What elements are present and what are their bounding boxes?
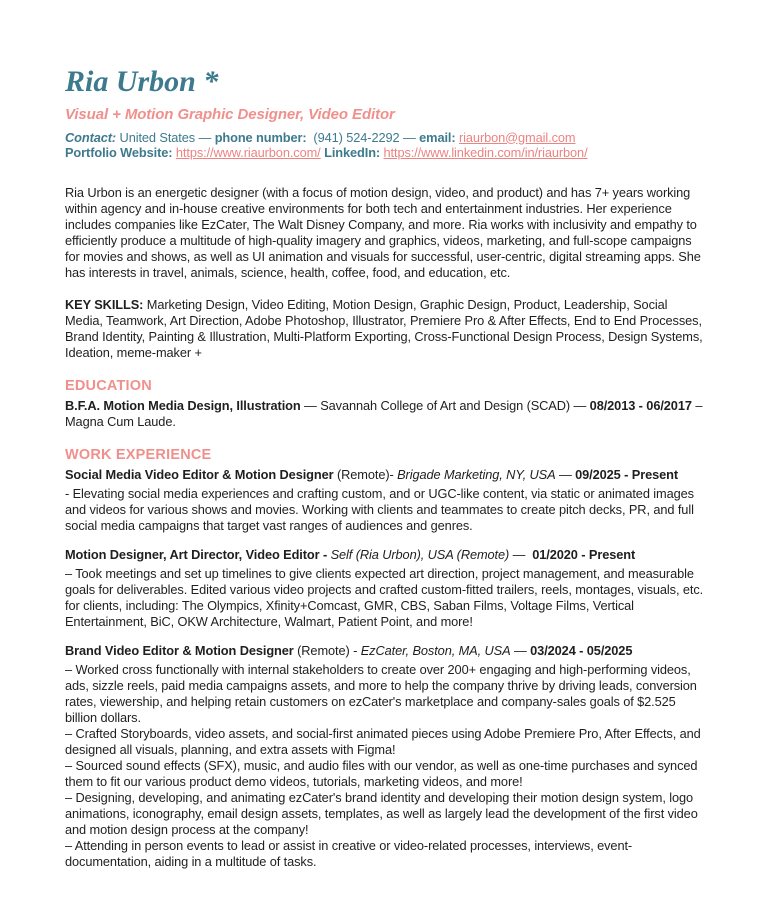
job-separator: — <box>555 466 576 482</box>
portfolio-link[interactable]: https://www.riaurbon.com/ <box>175 145 321 160</box>
key-skills-label: KEY SKILLS: <box>65 296 144 312</box>
job-bullet: – Sourced sound effects (SFX), music, and audio files with our vendor, as well as one-time purchases and synced them to fit our various product demo videos, tutorials, marketing videos, and more! <box>65 757 698 789</box>
job-company: Brigade Marketing, NY, USA <box>397 466 556 482</box>
job-title: Motion Designer, Art Director, Video Editor - <box>65 546 328 562</box>
job-bullet: - Elevating social media experiences and crafting custom, and or UGC-like content, via static or animated images and videos for various shows and movies. Working with clients and teammates to create pitch decks, PR, and full social media campaigns that target vast ranges of audiences and genres. <box>65 485 694 533</box>
links-line <box>65 145 706 161</box>
job-bullet: – Took meetings and set up timelines to give clients expected art direction, project management, and measurable goals for deliverables. Edited various video projects and crafted custom-fitted trailers, reels, montages, visuals, etc. for clients, including: The Olympics, Xfinity+Comcast, GMR, CBS, Saban Films, Voltage Films, Vertical Entertainment, BiC, OKW Architecture, Walmart, Patient Point, and more! <box>65 565 704 629</box>
job-subtitle: Visual + Motion Graphic Designer, Video Editor <box>65 105 395 123</box>
linkedin-link[interactable]: https://www.linkedin.com/in/riaurbon/ <box>383 145 588 160</box>
education-degree: B.F.A. Motion Media Design, Illustration <box>65 397 301 413</box>
key-skills-text: Marketing Design, Video Editing, Motion Design, Graphic Design, Product, Leadership, Social Media, Teamwork, Art Direction, Adobe Photoshop, Illustrator, Premiere Pro & After Effects, End to End Processes, Brand Identity, Painting & Illustration, Multi-Platform Exporting, Cross-Functional Design Process, Design Systems, Ideation, meme-maker + <box>65 296 707 360</box>
contact-location: United States — <box>116 129 215 145</box>
job-mode: (Remote)- <box>333 466 398 482</box>
education-entry <box>65 398 706 430</box>
job-entry <box>65 547 706 630</box>
page-title: Ria Urbon * <box>65 65 219 98</box>
contact-label: Contact: <box>65 129 117 145</box>
summary-paragraph: Ria Urbon is an energetic designer (with a focus of motion design, video, and product) and has 7+ years working within agency and in-house creative environments for both tech and entertainment industries. Her experience includes companies like EzCater, The Walt Disney Company, and more. Ria works with inclusivity and empathy to efficiently produce a multitude of high-quality imagery and graphics, videos, marketing, and full-scope campaigns for movies and shows, as well as UI animation and visuals for successful, user-centric, digital streaming apps. She has interests in travel, animals, science, health, coffee, food, and education, etc. <box>65 184 701 280</box>
job-title: Social Media Video Editor & Motion Designer <box>65 466 334 482</box>
work-experience-heading: WORK EXPERIENCE <box>65 446 212 463</box>
education-heading: EDUCATION <box>65 377 152 394</box>
job-title-line <box>65 643 706 659</box>
education-separator: — <box>300 397 321 413</box>
education-separator: — <box>570 397 590 413</box>
job-separator: — <box>509 546 533 562</box>
job-dates: 01/2020 - Present <box>532 546 636 562</box>
job-title-line <box>65 467 706 483</box>
job-bullet: – Crafted Storyboards, video assets, and social-first animated pieces using Adobe Premiere Pro, After Effects, and designed all visuals, planning, and extra assets with Figma! <box>65 725 701 757</box>
work-experience-list <box>65 467 706 870</box>
phone-number: (941) 524-2292 — <box>306 129 420 145</box>
education-dates: 08/2013 - 06/2017 <box>589 397 692 413</box>
job-separator: — <box>510 642 531 658</box>
job-bullet: – Worked cross functionally with internal stakeholders to create over 200+ engaging and high-performing videos, ads, sizzle reels, paid media campaigns assets, and more to help the company thrive by driving leads, conversion rates, viewership, and helping retain customers on ezCater's marketplace and company-sales goals of $2.525 billion dollars. <box>65 661 697 725</box>
portfolio-label: Portfolio Website: <box>65 145 176 160</box>
job-entry <box>65 467 706 534</box>
job-company: EzCater, Boston, MA, USA <box>360 642 511 658</box>
job-title-line <box>65 547 706 563</box>
phone-label: phone number: <box>214 129 307 145</box>
email-link[interactable]: riaurbon@gmail.com <box>459 129 576 145</box>
job-mode: (Remote) - <box>293 642 361 658</box>
education-school: Savannah College of Art and Design (SCAD) <box>320 397 571 413</box>
job-dates: 09/2025 - Present <box>575 466 678 482</box>
education-honors: – Magna Cum Laude. <box>65 397 706 429</box>
linkedin-label: LinkedIn: <box>320 145 384 160</box>
job-bullet: – Attending in person events to lead or assist in creative or video-related processes, interviews, event-documentation, aiding in a multitude of tasks. <box>65 837 633 869</box>
contact-line <box>65 130 706 146</box>
job-company: Self (Ria Urbon), USA (Remote) <box>330 546 510 562</box>
job-entry <box>65 643 706 870</box>
job-dates: 03/2024 - 05/2025 <box>530 642 633 658</box>
job-bullet: – Designing, developing, and animating ezCater's brand identity and developing their motion design system, logo animations, iconography, email design assets, templates, as well as largely lead the development of the first video and motion design process at the company! <box>65 789 698 837</box>
job-title: Brand Video Editor & Motion Designer <box>65 642 294 658</box>
email-label: email: <box>419 129 459 145</box>
key-skills-paragraph <box>65 297 706 361</box>
